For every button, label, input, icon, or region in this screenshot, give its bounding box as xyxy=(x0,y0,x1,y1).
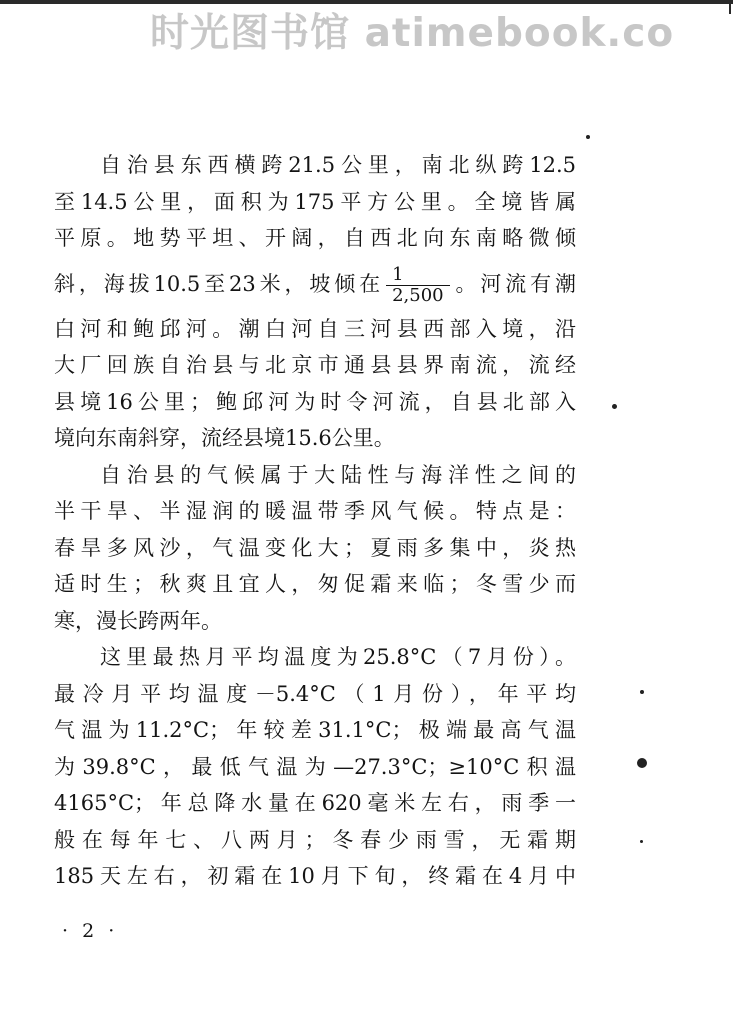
slope-suffix: 。 xyxy=(451,271,481,296)
text-line: 185天左右，初霜在10月下旬，终霜在4月中 xyxy=(54,864,576,888)
watermark: 时光图书馆 atimebook.co xyxy=(150,11,675,56)
fraction-numerator: 1 xyxy=(392,263,404,285)
text-line: 气温为11.2°C；年较差31.1°C；极端最高气温 xyxy=(54,718,576,742)
text-line: 半干旱、半湿润的暖温带季风气候。特点是： xyxy=(54,499,576,523)
slope-rivers-text: 河流有潮 xyxy=(480,271,576,296)
scan-speck xyxy=(640,840,643,843)
scan-speck xyxy=(586,135,590,139)
slope-fraction xyxy=(386,265,450,306)
text-line: 自治县东西横跨21.5公里，南北纵跨12.5 xyxy=(100,153,576,177)
text-line: 般在每年七、八两月；冬春少雨雪，无霜期 xyxy=(54,827,576,852)
top-border-rule xyxy=(0,0,733,4)
page-number: · 2 · xyxy=(62,920,119,942)
scan-speck xyxy=(612,404,617,409)
text-line: 至14.5公里，面积为175平方公里。全境皆属 xyxy=(54,189,576,214)
text-line-with-fraction xyxy=(54,257,576,311)
text-line: 大厂回族自治县与北京市通县县界南流，流经 xyxy=(54,353,576,377)
text-line: 自治县的气候属于大陆性与海洋性之间的 xyxy=(100,462,576,487)
text-line: 春旱多风沙，气温变化大；夏雨多集中，炎热 xyxy=(54,535,576,560)
scan-speck xyxy=(637,758,647,768)
page-body xyxy=(54,147,576,895)
text-line: 适时生；秋爽且宜人，匆促霜来临；冬雪少而 xyxy=(54,572,576,596)
text-line: 白河和鲍邱河。潮白河自三河县西部入境，沿 xyxy=(54,316,576,341)
text-line: 境向东南斜穿，流经县境15.6公里。 xyxy=(54,426,395,450)
scan-speck xyxy=(640,690,644,694)
slope-prefix: 斜，海拔10.5至23米，坡倾在 xyxy=(54,271,385,296)
text-line: 为39.8°C，最低气温为—27.3°C；≥10°C积温 xyxy=(54,754,576,779)
text-line: 最冷月平均温度－5.4°C（1月份），年平均 xyxy=(54,681,576,706)
text-line: 平原。地势平坦、开阔，自西北向东南略微倾 xyxy=(54,226,576,250)
text-line: 4165°C；年总降水量在620毫米左右，雨季一 xyxy=(54,791,576,815)
text-line: 县境16公里；鲍邱河为时令河流，自县北部入 xyxy=(54,389,576,414)
fraction-denominator: 2,500 xyxy=(386,285,450,306)
text-line: 这里最热月平均温度为25.8°C（7月份）。 xyxy=(100,645,576,669)
text-line: 寒，漫长跨两年。 xyxy=(54,608,222,633)
